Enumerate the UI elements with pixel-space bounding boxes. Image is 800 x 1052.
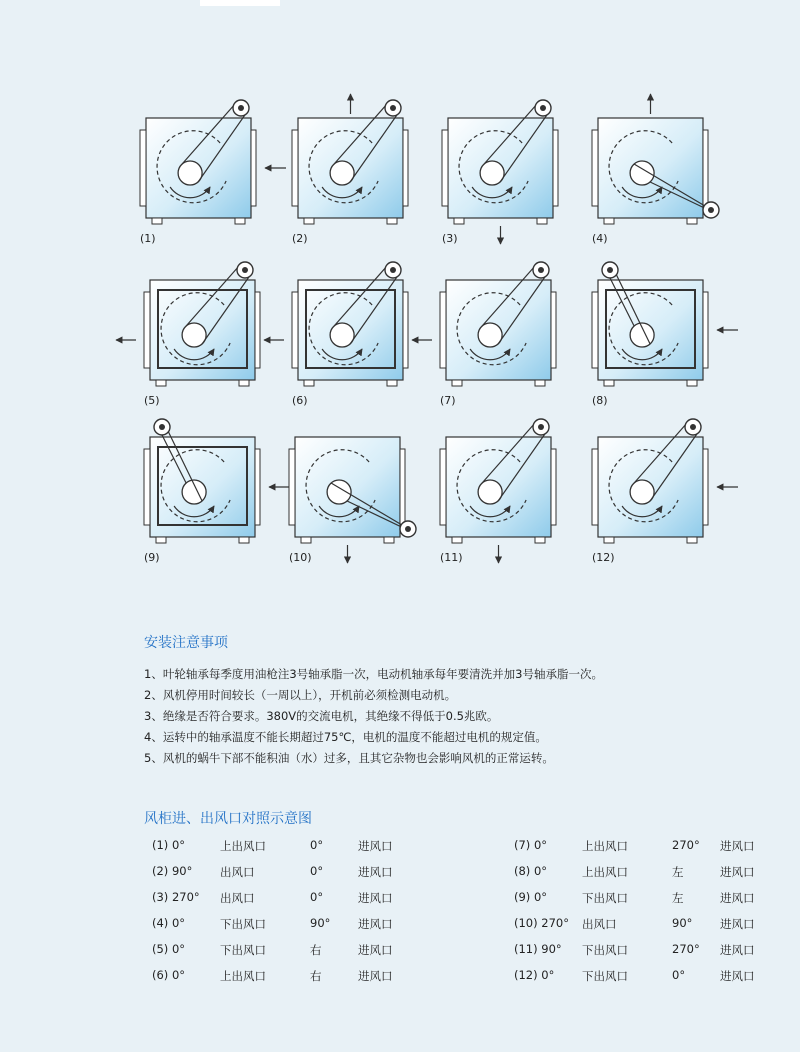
config-id: (1) 0° (152, 838, 186, 852)
foot (156, 537, 166, 543)
inlet: 进风口 (358, 891, 393, 905)
foot (452, 537, 462, 543)
diagram-label: (4) (592, 232, 608, 245)
outlet: 下出风口 (220, 943, 266, 957)
comparison-title: 风柜进、出风口对照示意图 (144, 811, 312, 827)
diagram-label: (5) (144, 394, 160, 407)
inlet: 进风口 (720, 865, 755, 879)
angle: 90° (672, 916, 693, 930)
inlet: 进风口 (720, 969, 755, 983)
side-flange (440, 292, 446, 368)
side-flange (553, 130, 558, 206)
foot (452, 380, 462, 386)
side-flange (703, 130, 708, 206)
motor-hub (538, 267, 544, 273)
outlet: 出风口 (220, 891, 255, 905)
side-flange (403, 292, 408, 368)
config-id: (9) 0° (514, 890, 548, 904)
outlet: 上出风口 (582, 865, 628, 879)
outlet: 出风口 (220, 865, 255, 879)
notes-item: 2、风机停用时间较长（一周以上），开机前必须检测电动机。 (144, 688, 457, 702)
foot (535, 537, 545, 543)
foot (304, 380, 314, 386)
diagram-label: (9) (144, 551, 160, 564)
motor-hub (607, 267, 613, 273)
inlet: 进风口 (358, 969, 393, 983)
config-id: (3) 270° (152, 890, 200, 904)
foot (384, 537, 394, 543)
inlet: 进风口 (358, 943, 393, 957)
foot (387, 380, 397, 386)
side-flange (292, 292, 298, 368)
angle: 左 (672, 865, 684, 879)
side-flange (144, 292, 150, 368)
diagram-label: (1) (140, 232, 156, 245)
impeller (630, 161, 654, 185)
config-diagram (592, 419, 738, 564)
config-id: (12) 0° (514, 968, 555, 982)
side-flange (292, 130, 298, 206)
config-id: (7) 0° (514, 838, 548, 852)
inlet: 进风口 (358, 839, 393, 853)
side-flange (255, 449, 260, 525)
diagram-label: (8) (592, 394, 608, 407)
config-id: (11) 90° (514, 942, 562, 956)
config-diagram (264, 262, 408, 407)
config-id: (10) 270° (514, 916, 569, 930)
motor-hub (690, 424, 696, 430)
side-flange (403, 130, 408, 206)
angle: 90° (310, 916, 331, 930)
notes-item: 5、风机的蜗牛下部不能积油（水）过多，且其它杂物也会影响风机的正常运转。 (144, 751, 554, 765)
motor-hub (390, 105, 396, 111)
foot (537, 218, 547, 224)
angle: 右 (310, 969, 322, 983)
outlet: 上出风口 (220, 839, 266, 853)
diagram-label: (7) (440, 394, 456, 407)
motor-hub (390, 267, 396, 273)
foot (687, 218, 697, 224)
notes-item: 3、绝缘是否符合要求。380V的交流电机，其绝缘不得低于0.5兆欧。 (144, 709, 499, 723)
foot (387, 218, 397, 224)
notes-item: 1、叶轮轴承每季度用油枪注3号轴承脂一次，电动机轴承每年要清洗并加3号轴承脂一次。 (144, 667, 603, 681)
config-diagram (442, 100, 558, 245)
side-flange (592, 130, 598, 206)
angle: 0° (310, 838, 324, 852)
foot (687, 537, 697, 543)
foot (604, 218, 614, 224)
side-flange (703, 449, 708, 525)
outlet: 下出风口 (582, 969, 628, 983)
side-flange (442, 130, 448, 206)
config-id: (8) 0° (514, 864, 548, 878)
installation-notes (144, 632, 764, 769)
diagram-label: (11) (440, 551, 463, 564)
foot (304, 218, 314, 224)
foot (152, 218, 162, 224)
inlet: 进风口 (720, 943, 755, 957)
inlet: 进风口 (720, 917, 755, 931)
config-diagram (289, 437, 416, 564)
side-flange (592, 292, 598, 368)
inlet-outlet-comparison (144, 808, 764, 983)
motor-hub (708, 207, 714, 213)
side-flange (440, 449, 446, 525)
foot (687, 380, 697, 386)
foot (235, 218, 245, 224)
foot (604, 380, 614, 386)
config-diagram (140, 100, 286, 245)
angle: 0° (310, 864, 324, 878)
impeller (327, 480, 351, 504)
config-diagram (412, 262, 556, 407)
diagram-label: (10) (289, 551, 312, 564)
diagram-label: (2) (292, 232, 308, 245)
diagram-label: (6) (292, 394, 308, 407)
side-flange (703, 292, 708, 368)
notes-item: 4、运转中的轴承温度不能长期超过75℃，电机的温度不能超过电机的规定值。 (144, 730, 547, 744)
foot (454, 218, 464, 224)
config-diagram (440, 419, 556, 564)
notes-title: 安装注意事项 (144, 635, 228, 651)
config-diagram (592, 262, 738, 407)
angle: 0° (672, 968, 686, 982)
angle: 0° (310, 890, 324, 904)
motor-hub (540, 105, 546, 111)
side-flange (251, 130, 256, 206)
side-flange (140, 130, 146, 206)
config-diagram (592, 94, 719, 245)
motor-hub (538, 424, 544, 430)
inlet: 进风口 (720, 839, 755, 853)
config-id: (5) 0° (152, 942, 186, 956)
config-diagram (292, 94, 408, 245)
side-flange (144, 449, 150, 525)
side-flange (551, 292, 556, 368)
side-flange (592, 449, 598, 525)
side-flange (289, 449, 295, 525)
config-id: (6) 0° (152, 968, 186, 982)
angle: 270° (672, 838, 700, 852)
config-id: (2) 90° (152, 864, 193, 878)
config-diagram (144, 419, 290, 564)
foot (239, 537, 249, 543)
foot (301, 537, 311, 543)
foot (156, 380, 166, 386)
diagram-label: (3) (442, 232, 458, 245)
notes-list (144, 664, 764, 769)
side-flange (255, 292, 260, 368)
foot (535, 380, 545, 386)
outlet: 出风口 (582, 917, 617, 931)
outlet: 上出风口 (582, 839, 628, 853)
config-id: (4) 0° (152, 916, 186, 930)
foot (604, 537, 614, 543)
side-flange (400, 449, 405, 525)
outlet: 下出风口 (582, 891, 628, 905)
foot (239, 380, 249, 386)
inlet: 进风口 (358, 865, 393, 879)
angle: 右 (310, 943, 322, 957)
angle: 270° (672, 942, 700, 956)
outlet: 下出风口 (582, 943, 628, 957)
motor-hub (159, 424, 165, 430)
side-flange (551, 449, 556, 525)
outlet: 下出风口 (220, 917, 266, 931)
motor-hub (242, 267, 248, 273)
diagram-label: (12) (592, 551, 615, 564)
angle: 左 (672, 891, 684, 905)
inlet: 进风口 (358, 917, 393, 931)
motor-hub (405, 526, 411, 532)
motor-hub (238, 105, 244, 111)
inlet: 进风口 (720, 891, 755, 905)
outlet: 上出风口 (220, 969, 266, 983)
config-diagram (116, 262, 260, 407)
